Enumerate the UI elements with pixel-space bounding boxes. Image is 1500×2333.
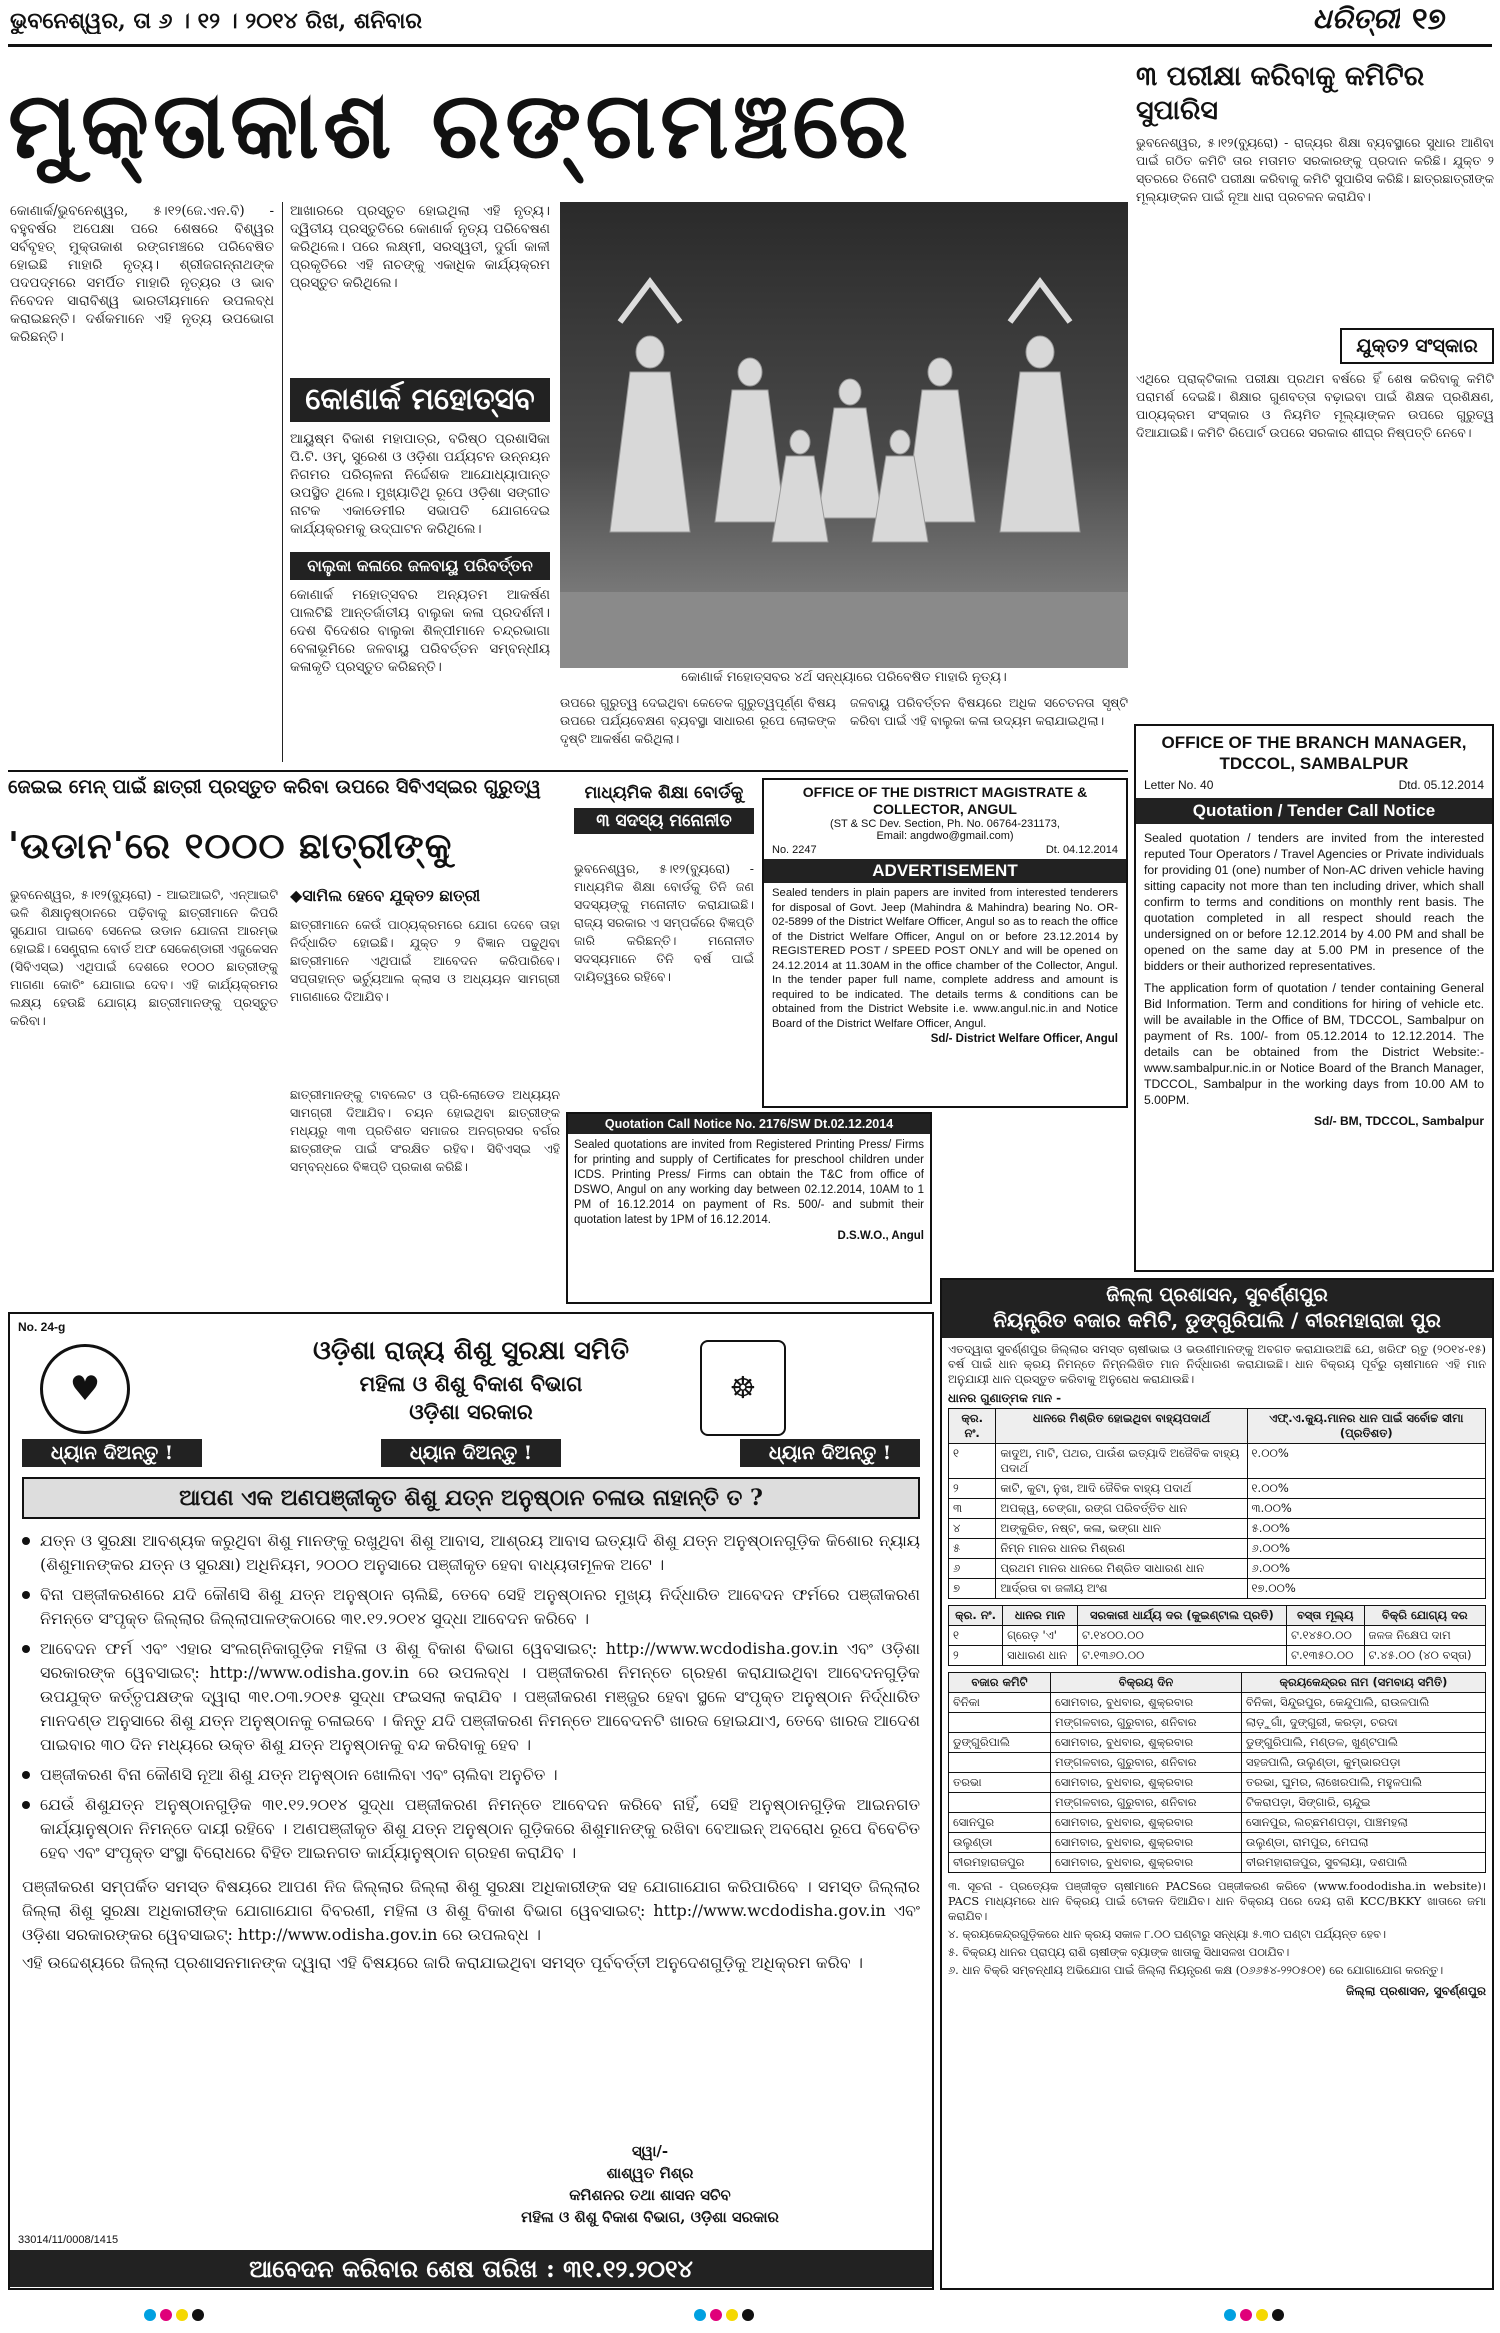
market-table-row — [949, 1693, 1486, 1713]
subarnapur-notice — [940, 1278, 1494, 2290]
bullet-icon — [22, 1537, 30, 1545]
committee-subhead-text: ଯୁକ୍ତ୨ ସଂସ୍କାର — [1356, 335, 1478, 357]
market-table-cell: ସୋମବାର, ବୁଧବାର, ଶୁକ୍ରବାର — [1051, 1733, 1242, 1753]
madhyamik-headline — [574, 782, 754, 854]
ad-bullet-text: ବିନା ପଞ୍ଜୀକରଣରେ ଯଦି କୌଣସି ଶିଶୁ ଯତ୍ନ ଅନୁଷ୍ଠାନ ଚାଲିଛି, ତେବେ ସେହି ଅନୁଷ୍ଠାନର ମୁଖ୍ୟ ନିର୍ଦ୍ଧାରିତ ଆବେଦନ ଫର୍ମରେ ପଞ୍ଜୀକରଣ ନିମନ୍ତେ ସଂପୃକ୍ତ ଜିଲ୍ଲାର ଜିଲ୍ଲାପାଳଙ୍କଠାରେ ୩୧.୧୨.୨୦୧୪ ସୁଦ୍ଧା ଆବେଦନ କରିବେ । — [40, 1585, 920, 1628]
registration-dot — [710, 2309, 722, 2321]
ad-signatory: ଶାଶ୍ୱତ ମିଶ୍ର — [606, 2164, 694, 2182]
price-table-row — [949, 1626, 1486, 1646]
market-table-cell: ତରଭା — [949, 1773, 1051, 1793]
ad-bullet-text: ପଞ୍ଜୀକରଣ ବିନା କୌଣସି ନୂଆ ଶିଶୁ ଯତ୍ନ ଅନୁଷ୍ଠାନ ଖୋଲିବା ଏବଂ ଚାଲିବା ଅନୁଚିତ । — [40, 1765, 558, 1784]
cbse-col2: ଛାତ୍ରୀମାନେ କେଉଁ ପାଠ୍ୟକ୍ରମରେ ଯୋଗ ଦେବେ ତାହା ନିର୍ଦ୍ଧାରିତ ହୋଇଛି। ଯୁକ୍ତ ୨ ବିଜ୍ଞାନ ପଢୁଥିବା ଛାତ୍ରୀମାନେ ଏଥିପାଇଁ ଆବେଦନ କରିପାରିବେ। ସପ୍ତାହାନ୍ତ ଭର୍ଚ୍ୟୁଆଲ କ୍ଲାସ ଓ ଅଧ୍ୟୟନ ସାମଗ୍ରୀ ମାଗଣାରେ ଦିଆଯିବ। — [290, 917, 560, 1004]
registration-dot — [144, 2309, 156, 2321]
tdccol-title: Quotation / Tender Call Notice — [1136, 798, 1492, 824]
attention-label: ଧ୍ୟାନ ଦିଅନ୍ତୁ ! — [381, 1439, 561, 1467]
quality-table-cell: ୧.୦୦% — [1247, 1444, 1485, 1479]
market-table-cell: ବିନିକା, ସିନ୍ଦୁରପୁର, କେନ୍ଦୁପାଲି, ରାଉଳପାଲି — [1241, 1693, 1485, 1713]
dance-photo — [560, 202, 1128, 668]
attention-label: ଧ୍ୟାନ ଦିଅନ୍ତୁ ! — [740, 1439, 920, 1467]
market-table-cell: ସୋମବାର, ବୁଧବାର, ଶୁକ୍ରବାର — [1051, 1693, 1242, 1713]
section-rule — [8, 770, 1128, 772]
tdccol-letter-no: Letter No. 40 — [1144, 778, 1214, 792]
bullet-icon — [22, 1801, 30, 1809]
quality-table-cell: ୩.୦୦% — [1247, 1499, 1485, 1519]
quality-table-row — [949, 1479, 1486, 1499]
quality-table-cell: ପ୍ରଥମ ମାନର ଧାନରେ ମିଶ୍ରିତ ସାଧାରଣ ଧାନ — [996, 1559, 1247, 1579]
market-table-row — [949, 1713, 1486, 1733]
madhyamik-body: ଭୁବନେଶ୍ୱର, ୫।୧୨(ବ୍ୟୁରୋ) - ମାଧ୍ୟମିକ ଶିକ୍ଷା ବୋର୍ଡକୁ ତିନି ଜଣ ସଦସ୍ୟଙ୍କୁ ମନୋନୀତ କରାଯାଇଛି। ରାଜ୍ୟ ସରକାର ଏ ସମ୍ପର୍କରେ ବିଜ୍ଞପ୍ତି ଜାରି କରିଛନ୍ତି। ମନୋନୀତ ସଦସ୍ୟମାନେ ତିନି ବର୍ଷ ପାଇଁ ଦାୟିତ୍ୱରେ ରହିବେ। — [574, 861, 754, 984]
ad-bullets — [22, 1529, 920, 1865]
price-table-cell: ଟ.୪୫.୦୦ (୪୦ ବସ୍ତା) — [1364, 1646, 1485, 1666]
quality-table-header-cell: କ୍ର. ନଂ. — [949, 1409, 996, 1444]
market-table-cell — [949, 1793, 1051, 1813]
angul-notice — [762, 778, 1128, 1108]
market-table-cell: ବିନିକା — [949, 1693, 1051, 1713]
registration-dot — [176, 2309, 188, 2321]
committee-headline: ୩ ପରୀକ୍ଷା କରିବାକୁ କମିଟିର ସୁପାରିସ — [1136, 61, 1425, 126]
cbse-headline: 'ଉଡାନ'ରେ ୧୦୦୦ ଛାତ୍ରୀଙ୍କୁ — [8, 825, 453, 867]
quotation-body: Sealed quotations are invited from Registered Printing Press/ Firms for printing and supply of Certificates for preschool children under ICDS. Printing Press/ Firms can obtain the T&C from office of DSWO, Angul on any working day between 02.12.2014, 10AM to 1 PM of 16.12.2014 on payment of Rs. 500/- and submit their quotation latest by 1PM of 16.12.2014. — [574, 1139, 924, 1226]
market-table-row — [949, 1773, 1486, 1793]
ad-govt: ଓଡ଼ିଶା ସରକାର — [409, 1399, 533, 1424]
committee-body2: ଏଥିରେ ପ୍ରାକ୍ଟିକାଲ ପରୀକ୍ଷା ପ୍ରଥମ ବର୍ଷରେ ହିଁ ଶେଷ କରିବାକୁ କମିଟି ପରାମର୍ଶ ଦେଇଛି। ଶିକ୍ଷାର ଗୁଣବତ୍ତା ବଢ଼ାଇବା ପାଇଁ ଶିକ୍ଷକ ପ୍ରଶିକ୍ଷଣ, ପାଠ୍ୟକ୍ରମ ସଂସ୍କାର ଓ ନିୟମିତ ମୂଲ୍ୟାଙ୍କନ ଉପରେ ଗୁରୁତ୍ୱ ଦିଆଯାଇଛି। କମିଟି ରିପୋର୍ଟ ଉପରେ ସରକାର ଶୀଘ୍ର ନିଷ୍ପତ୍ତି ନେବେ। — [1136, 371, 1494, 440]
market-table-row — [949, 1753, 1486, 1773]
market-table-cell: ମଙ୍ଗଳବାର, ଗୁରୁବାର, ଶନିବାର — [1051, 1753, 1242, 1773]
sand-art-headline: ବାଲୁକା କଳାରେ ଜଳବାୟୁ ପରିବର୍ତ୍ତନ — [290, 552, 550, 580]
market-table-cell: ସହଜପାଲି, ଉଲୁଣ୍ଡା, କୁମ୍ଭାରପଡ଼ା — [1241, 1753, 1485, 1773]
market-table-row — [949, 1733, 1486, 1753]
price-table-cell: ଟ.୧୩୫୦.୦୦ — [1286, 1646, 1364, 1666]
konark-festival-headline: କୋଣାର୍କ ମହୋତ୍ସବ — [290, 378, 550, 422]
price-table-header-cell: କ୍ର. ନଂ. — [949, 1606, 1003, 1626]
subarnapur-header1: ଜିଲ୍ଲା ପ୍ରଶାସନ, ସୁବର୍ଣ୍ଣପୁର — [942, 1280, 1492, 1306]
market-table-cell: ମଙ୍ଗଳବାର, ଗୁରୁବାର, ଶନିବାର — [1051, 1793, 1242, 1813]
quality-table-cell: ୫.୦୦% — [1247, 1519, 1485, 1539]
market-table-cell: ଉଲୁଣ୍ଡା, ରାମପୁର, ମେଘଲା — [1241, 1833, 1485, 1853]
price-table-header-cell: ସରକାରୀ ଧାର୍ଯ୍ୟ ଦର (କୁଇଣ୍ଟାଲ ପ୍ରତି) — [1077, 1606, 1286, 1626]
quality-table-cell: ୬ — [949, 1559, 996, 1579]
market-table — [948, 1672, 1486, 1873]
registration-dot — [1256, 2309, 1268, 2321]
quality-table-header-cell: ଏଫ୍.ଏ.କ୍ୟୁ.ମାନର ଧାନ ପାଇଁ ସର୍ବୋଚ୍ଚ ସୀମା (ପ୍ରତିଶତ) — [1247, 1409, 1485, 1444]
ad-signature-block — [490, 2140, 810, 2228]
quality-table-row — [949, 1519, 1486, 1539]
market-table-cell: ସୋମବାର, ବୁଧବାର, ଶୁକ୍ରବାର — [1051, 1833, 1242, 1853]
market-table-row — [949, 1853, 1486, 1873]
quotation-signature: D.S.W.O., Angul — [837, 1230, 924, 1242]
dancers-illustration — [560, 202, 1128, 668]
price-table-cell: ଗ୍ରେଡ଼ 'ଏ' — [1003, 1626, 1078, 1646]
cbse-col1: ଭୁବନେଶ୍ୱର, ୫।୧୨(ବ୍ୟୁରୋ) - ଆଇଆଇଟି, ଏନ୍‌ଆଇଟି ଭଳି ଶିକ୍ଷାନୁଷ୍ଠାନରେ ପଢ଼ିବାକୁ ଛାତ୍ରୀମାନେ କିପରି ସୁଯୋଗ ପାଇବେ ସେନେଇ ଉଡାନ ଯୋଜନା ଆରମ୍ଭ ହୋଇଛି। ସେଣ୍ଟ୍ରାଲ ବୋର୍ଡ ଅଫ ସେକେଣ୍ଡାରୀ ଏଜୁକେସନ (ସିବିଏସ୍‌ଇ) ଏଥିପାଇଁ ଦେଶରେ ୧୦୦୦ ଛାତ୍ରୀଙ୍କୁ ମାଗଣା କୋଚିଂ ଯୋଗାଇ ଦେବ। ଏହି କାର୍ଯ୍ୟକ୍ରମର ଲକ୍ଷ୍ୟ ହେଉଛି ଯୋଗ୍ୟ ଛାତ୍ରୀମାନଙ୍କୁ ପ୍ରସ୍ତୁତ କରିବା। — [10, 887, 278, 1028]
price-table-cell: ୧ — [949, 1626, 1003, 1646]
quality-table-cell: କାଟି, କୁଟା, ନୁଖ, ଆଦି ଜୈବିକ ବାହ୍ୟ ପଦାର୍ଥ — [996, 1479, 1247, 1499]
price-table-cell: ଟ.୧୪୦୦.୦୦ — [1077, 1626, 1286, 1646]
market-table-cell: ସୋନପୁର, ଲଚ୍ଛମଣପଡ଼ା, ପାଞ୍ଚମହଲା — [1241, 1813, 1485, 1833]
color-dots-icon — [0, 2300, 1500, 2330]
cbse-col3: ଛାତ୍ରୀମାନଙ୍କୁ ଟାବଲେଟ ଓ ପ୍ରି-ଲୋଡେଡ ଅଧ୍ୟୟନ ସାମଗ୍ରୀ ଦିଆଯିବ। ଚୟନ ହୋଇଥିବା ଛାତ୍ରୀଙ୍କ ମଧ୍ୟରୁ ୩୩ ପ୍ରତିଶତ ସମାଜର ଅନଗ୍ରସର ବର୍ଗର ଛାତ୍ରୀଙ୍କ ପାଇଁ ସଂରକ୍ଷିତ ରହିବ। ସିବିଏସ୍‌ଇ ଏହି ସମ୍ବନ୍ଧରେ ବିଜ୍ଞପ୍ତି ପ୍ରକାଶ କରିଛି। — [290, 1087, 560, 1174]
quality-table-cell: ୬.୦୦% — [1247, 1539, 1485, 1559]
committee-body: ଭୁବନେଶ୍ୱର, ୫।୧୨(ବ୍ୟୁରୋ) - ରାଜ୍ୟର ଶିକ୍ଷା ବ୍ୟବସ୍ଥାରେ ସୁଧାର ଆଣିବା ପାଇଁ ଗଠିତ କମିଟି ତାର ମତାମତ ସରକାରଙ୍କୁ ପ୍ରଦାନ କରିଛି। ଯୁକ୍ତ ୨ ସ୍ତରରେ ତିନୋଟି ପରୀକ୍ଷା କରିବାକୁ କମିଟି ସୁପାରିସ କରିଛି। ଛାତ୍ରଛାତ୍ରୀଙ୍କ ମୂଲ୍ୟାଙ୍କନ ପାଇଁ ନୂଆ ଧାରା ପ୍ରଚଳନ କରାଯିବ। — [1136, 135, 1494, 204]
masthead — [0, 0, 1500, 46]
price-table-cell: ୨ — [949, 1646, 1003, 1666]
angul-signature: Sd/- District Welfare Officer, Angul — [930, 1033, 1118, 1045]
ad-bullet-text: ଯେଉଁ ଶିଶୁଯତ୍ନ ଅନୁଷ୍ଠାନଗୁଡ଼ିକ ୩୧.୧୨.୨୦୧୪ ସୁଦ୍ଧା ପଞ୍ଜୀକରଣ ନିମନ୍ତେ ଆବେଦନ କରିବେ ନାହିଁ, ସେହି ଅନୁଷ୍ଠାନଗୁଡ଼ିକ ଆଇନଗତ କାର୍ଯ୍ୟାନୁଷ୍ଠାନ ନିମନ୍ତେ ଦାୟୀ ରହିବେ । ଅଣପଞ୍ଜୀକୃତ ଶିଶୁ ଯତ୍ନ ଅନୁଷ୍ଠାନ ଗୁଡ଼ିକରେ ଶିଶୁମାନଙ୍କୁ ରଖିବା ବେଆଇନ୍ ଅବରୋଧ ରୂପେ ବିବେଚିତ ହେବ ଏବଂ ସଂପୃକ୍ତ ସଂସ୍ଥା ବିରୋଧରେ ବିହିତ ଆଇନଗତ କାର୍ଯ୍ୟାନୁଷ୍ଠାନ ଗ୍ରହଣ କରାଯିବ । — [40, 1795, 920, 1862]
ad-bullet-text: ଯତ୍ନ ଓ ସୁରକ୍ଷା ଆବଶ୍ୟକ କରୁଥିବା ଶିଶୁ ମାନଙ୍କୁ ରଖୁଥିବା ଶିଶୁ ଆବାସ, ଆଶ୍ରୟ ଆବାସ ଇତ୍ୟାଦି ଶିଶୁ ଯତ୍ନ ଅନୁଷ୍ଠାନଗୁଡ଼ିକ କିଶୋର ନ୍ୟାୟ (ଶିଶୁମାନଙ୍କର ଯତ୍ନ ଓ ସୁରକ୍ଷା) ଅଧିନିୟମ, ୨୦୦୦ ଅନୁସାରେ ପଞ୍ଜୀକୃତ ହେବା ବାଧ୍ୟତାମୂଳକ ଅଟେ । — [40, 1531, 920, 1574]
market-table-cell: ଉଲୁଣ୍ଡା — [949, 1833, 1051, 1853]
quality-table-cell: କାଦୁଅ, ମାଟି, ପଥର, ପାଉଁଶ ଇତ୍ୟାଦି ଅଜୈବିକ ବାହ୍ୟ ପଦାର୍ଥ — [996, 1444, 1247, 1479]
market-table-header-cell: ବିକ୍ରୟ ଦିନ — [1051, 1673, 1242, 1693]
market-table-cell: ସୋମବାର, ବୁଧବାର, ଶୁକ୍ରବାର — [1051, 1813, 1242, 1833]
subarnapur-note3: ୫. ବିକ୍ରୟ ଧାନର ପ୍ରାପ୍ୟ ରାଶି ଚାଷୀଙ୍କ ବ୍ୟାଙ୍କ ଖାତାକୁ ସିଧାସଳଖ ପଠାଯିବ। — [948, 1946, 1290, 1959]
ad-bullet-text: ଆବେଦନ ଫର୍ମ ଏବଂ ଏହାର ସଂଲଗ୍ନିକାଗୁଡ଼ିକ ମହିଳା ଓ ଶିଶୁ ବିକାଶ ବିଭାଗ ୱେବସାଇଟ୍: http://www.wcdodisha.gov.in ଏବଂ ଓଡ଼ିଶା ସରକାରଙ୍କ ୱେବସାଇଟ୍: http://www.odisha.gov.in ରେ ଉପଲବ୍ଧ । ପଞ୍ଜୀକରଣ ନିମନ୍ତେ ଗ୍ରହଣ କରାଯାଇଥିବା ଆବେଦନଗୁଡ଼ିକ ଉପଯୁକ୍ତ କର୍ତ୍ତୃପକ୍ଷଙ୍କ ଦ୍ୱାରା ୩୧.୦୩.୨୦୧୫ ସୁଦ୍ଧା ଫଇସଲା କରାଯିବ । ପଞ୍ଜୀକରଣ ମଞ୍ଜୁର ହେବା ସ୍ଥଳେ ସଂପୃକ୍ତ ଅନୁଷ୍ଠାନ ନିର୍ଦ୍ଧାରିତ ମାନଦଣ୍ଡ ଅନୁସାରେ ଶିଶୁ ଯତ୍ନ ଅନୁଷ୍ଠାନକୁ ଚଳାଇବେ । କିନ୍ତୁ ଯଦି ପଞ୍ଜୀକରଣ ନିମନ୍ତେ ଆବେଦନଟି ଖାରଜ ହୋଇଯାଏ, ତେବେ ଖାରଜ ଆଦେଶ ପାଇବାର ୩୦ ଦିନ ମଧ୍ୟରେ ଉକ୍ତ ଶିଶୁ ଯତ୍ନ ଅନୁଷ୍ଠାନକୁ ବନ୍ଦ କରିବାକୁ ହେବ । — [40, 1639, 920, 1754]
angul-body: Sealed tenders in plain papers are invited from interested tenderers for disposal of Govt. Jeep (Mahindra & Mahindra) bearing No. OR-02-5899 of the District Welfare Officer, Angul so as to reach the office of the District Welfare Officer, Angul on or before 23.12.2014 by REGISTERED POST / SPEED POST ONLY and will be opened on 24.12.2014 at 11.30AM in the office chamber of the Collector, Angul. In the tender paper full name, complete address and amount is required to be indicated. The details terms & conditions can be obtained from the District Website i.e. www.angul.nic.in and Notice Board of the District Welfare Officer, Angul. — [772, 887, 1118, 1030]
tdccol-body1: Sealed quotation / tenders are invited from the interested reputed Tour Operators / Travel Agencies or Private individuals for providing 01 (one) number of Non-AC driven vehicle having sitting capacity not more than ten including driver, which shall confirm to terms and conditions on monthly rent basis. The quotation completed in all respect should reach the undersigned on or before 12.12.2014 by 4.00 PM and shall be opened on the same day at 5.00 PM in presence of the bidders or their authorized representatives. — [1144, 831, 1484, 973]
col-divider — [282, 202, 283, 762]
attention-label: ଧ୍ୟାନ ଦିଅନ୍ତୁ ! — [22, 1439, 202, 1467]
quality-table-cell: ନିମ୍ନ ମାନର ଧାନର ମିଶ୍ରଣ — [996, 1539, 1247, 1559]
market-table-row — [949, 1833, 1486, 1853]
paper-name: ଧରିତ୍ରୀ — [1312, 2, 1400, 35]
subarnapur-signature: ଜିଲ୍ଲା ପ୍ରଶାସନ, ସୁବର୍ଣ୍ଣପୁର — [1346, 1984, 1486, 1998]
price-table-cell: ସାଧାରଣ ଧାନ — [1003, 1646, 1078, 1666]
quality-table-cell: ୨ — [949, 1479, 996, 1499]
quotation-notice — [566, 1112, 932, 1304]
subarnapur-note4: ୬. ଧାନ ବିକ୍ରି ସମ୍ବନ୍ଧୀୟ ଅଭିଯୋଗ ପାଇଁ ଜିଲ୍ଲା ନିୟନ୍ତ୍ରଣ କକ୍ଷ (୦୬୬୫୪-୨୨୦୫୦୧) ରେ ଯୋଗାଯୋଗ କରନ୍ତୁ। — [948, 1964, 1444, 1977]
photo-caption: କୋଣାର୍କ ମହୋତ୍ସବର ୪ର୍ଥ ସନ୍ଧ୍ୟାରେ ପରିବେଷିତ ମାହାରି ନୃତ୍ୟ। — [681, 670, 1007, 685]
market-table-cell: ତରଭା, ଘୁମର, ଲାଖେରପାଲି, ମହୁଳପାଲି — [1241, 1773, 1485, 1793]
ad-bullet — [22, 1763, 920, 1787]
price-table-header-cell: ବିକ୍ରି ଯୋଗ୍ୟ ଦର — [1364, 1606, 1485, 1626]
registration-dot — [1224, 2309, 1236, 2321]
quality-table-cell: ଅଙ୍କୁରିତ, ନଷ୍ଟ, କଳା, ଭଙ୍ଗା ଧାନ — [996, 1519, 1247, 1539]
ad-bullet — [22, 1793, 920, 1865]
quality-table-cell: ୧ — [949, 1444, 996, 1479]
quality-table-cell: ୭ — [949, 1579, 996, 1599]
print-registration-marks — [0, 2300, 1500, 2330]
dateline: ଭୁବନେଶ୍ୱର, ତା ୬ । ୧୨ । ୨୦୧୪ ରିଖ, ଶନିବାର — [10, 8, 423, 34]
subarnapur-quality-title: ଧାନର ଗୁଣାତ୍ମକ ମାନ - — [948, 1391, 1062, 1405]
market-table-cell: ଲାଡ଼ୁଗାଁ, ଦୁଙ୍ଗୁରୀ, କରଡ଼ା, ଚରଦା — [1241, 1713, 1485, 1733]
page-number: ୧୭ — [1412, 2, 1446, 37]
market-table-cell: ଡୁଙ୍ଗୁରିପାଲି — [949, 1733, 1051, 1753]
registration-dot — [160, 2309, 172, 2321]
ad-number: No. 24-g — [18, 1320, 66, 1334]
market-table-cell: ସୋନପୁର — [949, 1813, 1051, 1833]
registration-dot — [742, 2309, 754, 2321]
price-table-row — [949, 1646, 1486, 1666]
ad-closing1: ପଞ୍ଜୀକରଣ ସମ୍ପର୍କିତ ସମସ୍ତ ବିଷୟରେ ଆପଣ ନିଜ ଜିଲ୍ଲାର ଜିଲ୍ଲା ଶିଶୁ ସୁରକ୍ଷା ଅଧିକାରୀଙ୍କ ସହ ଯୋଗାଯୋଗ କରିପାରିବେ । ସମସ୍ତ ଜିଲ୍ଲାର ଜିଲ୍ଲା ଶିଶୁ ସୁରକ୍ଷା ଅଧିକାରୀଙ୍କ ଯୋଗାଯୋଗ ବିବରଣୀ, ମହିଳା ଓ ଶିଶୁ ବିକାଶ ବିଭାଗ ୱେବସାଇଟ୍: http://www.wcdodisha.gov.in ଏବଂ ଓଡ଼ିଶା ସରକାରଙ୍କର ୱେବସାଇଟ୍: http://www.odisha.gov.in ରେ ଉପଲବ୍ଧ । — [22, 1877, 920, 1944]
market-table-cell: ମଙ୍ଗଳବାର, ଗୁରୁବାର, ଶନିବାର — [1051, 1713, 1242, 1733]
sand-art-body: କୋଣାର୍କ ମହୋତ୍ସବର ଅନ୍ୟତମ ଆକର୍ଷଣ ପାଲଟିଛି ଆନ୍ତର୍ଜାତୀୟ ବାଲୁକା କଳା ପ୍ରଦର୍ଶନୀ। ଦେଶ ବିଦେଶର ବାଲୁକା ଶିଳ୍ପୀମାନେ ଚନ୍ଦ୍ରଭାଗା ବେଳାଭୂମିରେ ଜଳବାୟୁ ପରିବର୍ତ୍ତନ ସମ୍ବନ୍ଧୀୟ କଳାକୃତି ପ୍ରସ୍ତୁତ କରିଛନ୍ତି। — [290, 587, 550, 675]
quality-table-cell: ୧.୦୦% — [1247, 1479, 1485, 1499]
quality-table-cell: ୫ — [949, 1539, 996, 1559]
lead-col1: କୋଣାର୍କ/ଭୁବନେଶ୍ୱର, ୫।୧୨(ଜେ.ଏନ.ବି) - ବହୁବର୍ଷର ଅପେକ୍ଷା ପରେ ଶେଷରେ ବିଶ୍ୱର ସର୍ବବୃହତ୍ ମୁକ୍ତାକାଶ ରଙ୍ଗମଞ୍ଚରେ ପରିବେଷିତ ହୋଇଛି ମାହାରି ନୃତ୍ୟ। ଶ୍ରୀଜଗନ୍ନାଥଙ୍କ ପଦପଦ୍ମରେ ସମର୍ପିତ ମାହାରି ନୃତ୍ୟର ଓ ଭାବ ନିବେଦନ ସାରାବିଶ୍ୱ ଭାରତୀୟମାନେ ଉପଲବ୍ଧ କରାଇଛନ୍ତି। ଦର୍ଶକମାନେ ଏହି ନୃତ୍ୟ ଉପଭୋଗ କରିଛନ୍ତି। — [10, 203, 274, 345]
angul-office: OFFICE OF THE DISTRICT MAGISTRATE & COLLECTOR, ANGUL — [802, 784, 1088, 817]
tdccol-notice — [1134, 724, 1494, 1272]
market-table-cell: ଡୁଙ୍ଗୁରିପାଲି, ମଣ୍ଡଳ, ଖୁଣ୍ଟପାଲି — [1241, 1733, 1485, 1753]
angul-section: (ST & SC Dev. Section, Ph. No. 06764-231173, — [830, 818, 1060, 830]
quality-table-cell: ଅପକ୍ୱ, ଚେଙ୍ଗା, ରଙ୍ଗ ପରିବର୍ତ୍ତିତ ଧାନ — [996, 1499, 1247, 1519]
subarnapur-header2: ନିୟନ୍ତ୍ରିତ ବଜାର କମିଟି, ଡୁଙ୍ଗୁରିପାଲି / ବୀରମହାରାଜା ପୁର — [942, 1306, 1492, 1338]
tdccol-body2: The application form of quotation / tender containing General Bid Information. Term and conditions for hiring of vehicle etc. will be available in the Office of BM, TDCCOL, Sambalpur on payment of Rs. 100/- from 05.12.2014 to 12.12.2014. The details can be obtained from the District Website:- www.sambalpur.nic.in or Notice Board of the Branch Manager, TDCCOL, Sambalpur in the working days from 10.00 AM to 5.00PM. — [1144, 981, 1484, 1107]
madhyamik-headline-line1: ମାଧ୍ୟମିକ ଶିକ୍ଷା ବୋର୍ଡକୁ — [584, 783, 744, 803]
ad-sign-dept: ମହିଳା ଓ ଶିଶୁ ବିକାଶ ବିଭାଗ, ଓଡ଼ିଶା ସରକାର — [521, 2208, 779, 2226]
tdccol-signature: Sd/- BM, TDCCOL, Sambalpur — [1313, 1114, 1484, 1128]
angul-date: Dt. 04.12.2014 — [1045, 844, 1118, 856]
price-table — [948, 1605, 1486, 1666]
tdccol-date: Dtd. 05.12.2014 — [1398, 778, 1484, 792]
price-table-cell: ଟ.୧୪୫୦.୦୦ — [1286, 1626, 1364, 1646]
child-protection-ad — [8, 1312, 934, 2290]
ad-bullet — [22, 1583, 920, 1631]
ad-sign-mark: ସ୍ୱା/- — [631, 2142, 669, 2160]
quality-table-row — [949, 1444, 1486, 1479]
tdccol-office: OFFICE OF THE BRANCH MANAGER, TDCCOL, SAMBALPUR — [1161, 733, 1467, 773]
price-table-header-cell: ଧାନର ମାନ — [1003, 1606, 1078, 1626]
market-table-header-cell: ବଜାର କମିଟି — [949, 1673, 1051, 1693]
registration-dot — [694, 2309, 706, 2321]
price-table-cell: ଜଳଜ ନିକ୍ଷେପ ଦାମ — [1364, 1626, 1485, 1646]
angul-title: ADVERTISEMENT — [764, 859, 1126, 883]
market-table-cell — [949, 1753, 1051, 1773]
ad-bullet — [22, 1529, 920, 1577]
konark-festival-body: ଆୟୁଷ୍ମ ବିକାଶ ମହାପାତ୍ର, ବରିଷ୍ଠ ପ୍ରଶାସିକା ପି.ଟି. ଓମ୍, ସୁରେଶ ଓ ଓଡ଼ିଶା ପର୍ଯ୍ୟଟନ ଉନ୍ନୟନ ନିଗମର ପରିଚାଳନା ନିର୍ଦ୍ଦେଶକ ଆଯୋଧ୍ୟାପାନ୍ତ ଉପସ୍ଥିତ ଥିଲେ। ମୁଖ୍ୟାତିଥି ରୂପେ ଓଡ଼ିଶା ସଙ୍ଗୀତ ନାଟକ ଏକାଡେମୀର ସଭାପତି ଯୋଗଦେଇ କାର୍ଯ୍ୟକ୍ରମକୁ ଉଦ୍‌ଘାଟନ କରିଥିଲେ। — [290, 431, 550, 537]
bullet-icon — [22, 1771, 30, 1779]
ad-dept: ମହିଳା ଓ ଶିଶୁ ବିକାଶ ବିଭାଗ — [359, 1371, 583, 1396]
market-table-cell — [949, 1713, 1051, 1733]
ad-question: ଆପଣ ଏକ ଅଣପଞ୍ଜୀକୃତ ଶିଶୁ ଯତ୍ନ ଅନୁଷ୍ଠାନ ଚଳାଉ ନାହାନ୍ତି ତ ? — [22, 1477, 920, 1519]
quality-table-cell: ୪ — [949, 1519, 996, 1539]
market-table-cell: ଟିକରାପଡ଼ା, ସିଙ୍ଗାରି, ଚାନ୍ଦୁଇ — [1241, 1793, 1485, 1813]
angul-number: No. 2247 — [772, 844, 817, 856]
price-table-header-cell: ବସ୍ତା ମୂଲ୍ୟ — [1286, 1606, 1364, 1626]
registration-dot — [192, 2309, 204, 2321]
ad-org: ଓଡ଼ିଶା ରାଜ୍ୟ ଶିଶୁ ସୁରକ୍ଷା ସମିତି — [313, 1336, 629, 1366]
angul-email: Email: angdwo@gmail.com) — [876, 830, 1014, 842]
ad-last-date: ଆବେଦନ କରିବାର ଶେଷ ତାରିଖ : ୩୧.୧୨.୨୦୧୪ — [10, 2250, 932, 2287]
odisha-emblem: ☸ — [700, 1340, 786, 1436]
quality-table-row — [949, 1539, 1486, 1559]
market-table-header-cell: କ୍ରୟକେନ୍ଦ୍ରର ନାମ (ସମବାୟ ସମିତି) — [1241, 1673, 1485, 1693]
ad-ref-no: 33014/11/0008/1415 — [18, 2234, 119, 2246]
registration-dot — [1240, 2309, 1252, 2321]
ad-designation: କମିଶନର ତଥା ଶାସନ ସଚିବ — [569, 2186, 731, 2204]
ad-bullet — [22, 1637, 920, 1757]
market-table-cell: ସୋମବାର, ବୁଧବାର, ଶୁକ୍ରବାର — [1051, 1773, 1242, 1793]
ad-closing2: ଏହି ଉଦ୍ଦେଶ୍ୟରେ ଜିଲ୍ଲା ପ୍ରଶାସନମାନଙ୍କ ଦ୍ୱାରା ଏହି ବିଷୟରେ ଜାରି କରାଯାଇଥିବା ସମସ୍ତ ପୂର୍ବବର୍ତ୍ତୀ ଅନୁଦେଶଗୁଡ଼ିକୁ ଅଧିକ୍ରମ କରିବ । — [22, 1953, 863, 1972]
market-table-row — [949, 1813, 1486, 1833]
quality-table-row — [949, 1559, 1486, 1579]
quality-table-header-cell: ଧାନରେ ମିଶ୍ରିତ ହୋଇଥିବା ବାହ୍ୟପଦାର୍ଥ — [996, 1409, 1247, 1444]
madhyamik-headline-line2: ୩ ସଦସ୍ୟ ମନୋନୀତ — [574, 808, 754, 834]
price-table-cell: ଟ.୧୩୬୦.୦୦ — [1077, 1646, 1286, 1666]
lead-below-photo-col1: ଉପରେ ଗୁରୁତ୍ୱ ଦେଇଥିବା କେତେକ ଗୁରୁତ୍ୱପୂର୍ଣ୍ଣ ବିଷୟ ଉପରେ ପର୍ଯ୍ୟବେକ୍ଷଣ ବ୍ୟବସ୍ଥା ସାଧାରଣ ରୂପେ ଲୋକଙ୍କ ଦୃଷ୍ଟି ଆକର୍ଷଣ କରିଥିଲା। — [560, 695, 836, 746]
quality-table-cell: ଆର୍ଦ୍ରତା ବା ଜଳୀୟ ଅଂଶ — [996, 1579, 1247, 1599]
market-table-cell: ବୀରମହାରାଜପୁର, ସୁବଲାୟା, ଦଶପାଲି — [1241, 1853, 1485, 1873]
registration-dot — [726, 2309, 738, 2321]
market-table-cell: ସୋମବାର, ବୁଧବାର, ଶୁକ୍ରବାର — [1051, 1853, 1242, 1873]
cbse-subhead: ◆ସାମିଲ ହେବେ ଯୁକ୍ତ୨ ଛାତ୍ରୀ — [290, 886, 481, 905]
registration-dot — [1272, 2309, 1284, 2321]
masthead-rule — [8, 44, 1492, 47]
subarnapur-intro: ଏତଦ୍ୱାରା ସୁବର୍ଣ୍ଣପୁର ଜିଲ୍ଲାର ସମସ୍ତ ଚାଷୀଭାଇ ଓ ଭଉଣୀମାନଙ୍କୁ ଅବଗତ କରାଯାଉଅଛି ଯେ, ଖରିଫ ଋତୁ (୨୦୧୪-୧୫) ବର୍ଷ ପାଇଁ ଧାନ କ୍ରୟ ନିମନ୍ତେ ନିମ୍ନଲିଖିତ ମାନ ନିର୍ଦ୍ଧାରଣ କରାଯାଇଛି। ଧାନ ବିକ୍ରୟ ପୂର୍ବରୁ ଚାଷୀମାନେ ଏହି ମାନ ଅନୁଯାୟୀ ଧାନ ପ୍ରସ୍ତୁତ କରିବାକୁ ଅନୁରୋଧ କରାଯାଉଛି। — [948, 1342, 1486, 1386]
subarnapur-note1: ୩. ସୂଚନା - ପ୍ରତ୍ୟେକ ପଞ୍ଜୀକୃତ ଚାଷୀମାନେ PACSରେ ପଞ୍ଜୀକରଣ କରିବେ (www.foododisha.in website)। PACS ମାଧ୍ୟମରେ ଧାନ ବିକ୍ରୟ ପାଇଁ ଟୋକନ ଦିଆଯିବ। ଧାନ ବିକ୍ରୟ ପରେ ଦେୟ ରାଶି KCC/BKKY ଖାତାରେ ଜମା କରାଯିବ। — [948, 1880, 1486, 1923]
quality-table-row — [949, 1579, 1486, 1599]
bullet-icon — [22, 1591, 30, 1599]
ocpsa-logo: ♥ — [40, 1344, 130, 1434]
quality-table-cell: ୧୭.୦୦% — [1247, 1579, 1485, 1599]
committee-subhead — [1340, 328, 1494, 364]
lead-col2: ଆଖାରରେ ପ୍ରସ୍ତୁତ ହୋଇଥିଲା ଏହି ନୃତ୍ୟ। ଦ୍ୱିତୀୟ ପ୍ରସ୍ତୁତିରେ କୋଣାର୍କ ନୃତ୍ୟ ପରିବେଷଣ କରିଥିଲେ। ପରେ ଲକ୍ଷ୍ମୀ, ସରସ୍ୱତୀ, ଦୁର୍ଗା କାଳୀ ପ୍ରକୃତିରେ ଏହି ନାଚଙ୍କୁ ଏକାଧିକ କାର୍ଯ୍ୟକ୍ରମ ପ୍ରସ୍ତୁତ କରିଥିଲେ। — [290, 203, 550, 291]
bullet-icon — [22, 1645, 30, 1653]
cbse-kicker: ଜେଇଇ ମେନ୍ ପାଇଁ ଛାତ୍ରୀ ପ୍ରସ୍ତୁତ କରିବା ଉପରେ ସିବିଏସ୍‌ଇର ଗୁରୁତ୍ୱ — [8, 776, 541, 798]
attention-row — [22, 1439, 920, 1467]
lead-below-photo-col2: ଜଳବାୟୁ ପରିବର୍ତ୍ତନ ବିଷୟରେ ଅଧିକ ସଚେତନତା ସୃଷ୍ଟି କରିବା ପାଇଁ ଏହି ବାଲୁକା କଳା ଉଦ୍ୟମ କରାଯାଇଥିଲା। — [850, 695, 1128, 728]
subarnapur-note2: ୪. କ୍ରୟକେନ୍ଦ୍ରଗୁଡ଼ିକରେ ଧାନ କ୍ରୟ ସକାଳ ୮.୦୦ ଘଣ୍ଟାରୁ ସନ୍ଧ୍ୟା ୫.୩୦ ଘଣ୍ଟା ପର୍ଯ୍ୟନ୍ତ ହେବ। — [948, 1928, 1386, 1941]
quotation-title: Quotation Call Notice No. 2176/SW Dt.02.12.2014 — [568, 1114, 930, 1134]
quality-table-row — [949, 1499, 1486, 1519]
market-table-cell: ବୀରମହାରାଜପୁର — [949, 1853, 1051, 1873]
quality-table-cell: ୩ — [949, 1499, 996, 1519]
quality-table-cell: ୬.୦୦% — [1247, 1559, 1485, 1579]
lead-headline: ମୁକ୍ତାକାଶ ରଙ୍ଗମଞ୍ଚରେ — [8, 72, 913, 179]
market-table-row — [949, 1793, 1486, 1813]
quality-table — [948, 1408, 1486, 1599]
